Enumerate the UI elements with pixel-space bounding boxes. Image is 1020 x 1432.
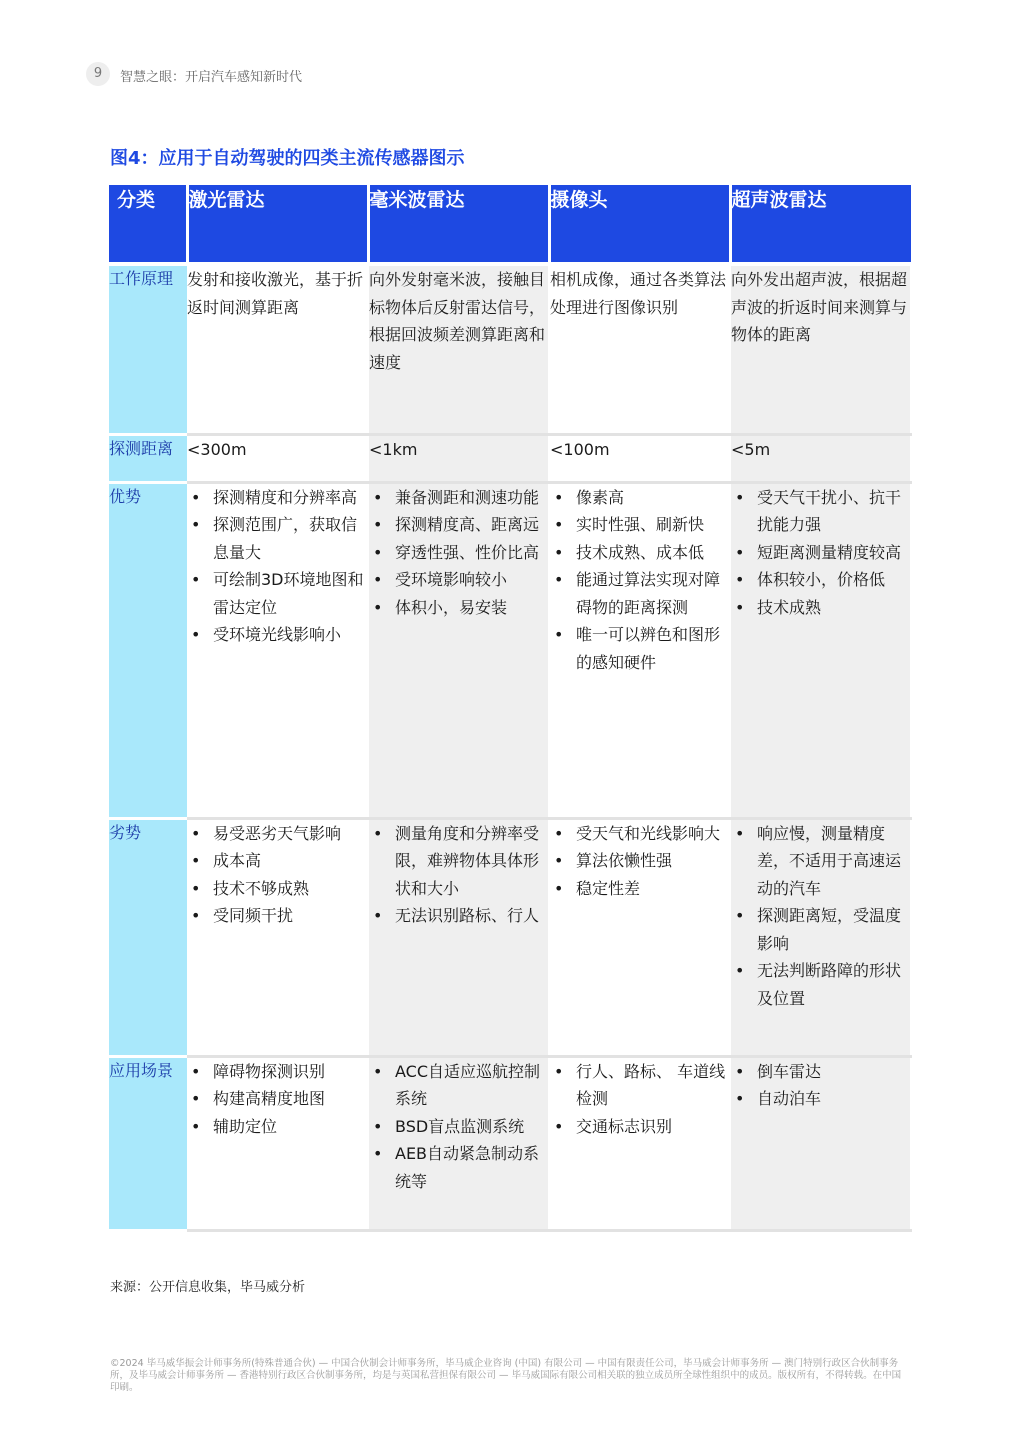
- header-camera: 摄像头: [549, 185, 730, 264]
- cell-ultrasonic-radar: [730, 482, 911, 818]
- list-item: • 行人、路标、 车道线检测: [550, 1058, 729, 1113]
- cell-ultrasonic-radar: [730, 1056, 911, 1230]
- cell-lidar: [187, 482, 368, 818]
- bullet-list: [369, 820, 548, 930]
- cell-mmwave-radar: [368, 264, 549, 434]
- list-item: • 短距离测量精度较高: [731, 539, 910, 567]
- list-item: • 探测范围广，获取信息量大: [187, 511, 367, 566]
- cell-camera: [549, 434, 730, 482]
- sensor-comparison-table: [109, 185, 912, 1232]
- cell-camera: [549, 818, 730, 1056]
- cell-camera: [549, 482, 730, 818]
- list-item: • 像素高: [550, 484, 729, 512]
- list-item: • 唯一可以辨色和图形的感知硬件: [550, 621, 729, 676]
- list-item: • 探测精度高、距离远: [369, 511, 548, 539]
- bullet-list: [550, 820, 729, 903]
- list-item: • 测量角度和分辨率受限，难辨物体具体形状和大小: [369, 820, 548, 903]
- list-item: • 受环境影响较小: [369, 566, 548, 594]
- list-item: • 穿透性强、性价比高: [369, 539, 548, 567]
- list-item: • 探测精度和分辨率高: [187, 484, 367, 512]
- list-item: • 辅助定位: [187, 1113, 367, 1141]
- list-item: • 实时性强、刷新快: [550, 511, 729, 539]
- list-item: • 响应慢，测量精度差，不适用于高速运动的汽车: [731, 820, 910, 903]
- bullet-list: [731, 820, 910, 1013]
- list-item: • 兼备测距和测速功能: [369, 484, 548, 512]
- cell-text: <100m: [550, 439, 610, 459]
- row-label: 探测距离: [109, 434, 187, 482]
- list-item: • 自动泊车: [731, 1085, 910, 1113]
- list-item: • 倒车雷达: [731, 1058, 910, 1086]
- list-item: • 算法依懒性强: [550, 847, 729, 875]
- cell-text: <1km: [369, 439, 418, 459]
- cell-text: <5m: [731, 439, 771, 459]
- cell-camera: [549, 264, 730, 434]
- row-label: 应用场景: [109, 1056, 187, 1230]
- page-number: 9: [86, 62, 110, 86]
- list-item: • 受天气干扰小、抗干扰能力强: [731, 484, 910, 539]
- table-header-row: [109, 185, 911, 264]
- bullet-list: [731, 484, 910, 622]
- row-detection-range: [109, 434, 911, 482]
- list-item: • ACC自适应巡航控制系统: [369, 1058, 548, 1113]
- list-item: • 无法识别路标、行人: [369, 902, 548, 930]
- list-item: • 技术成熟、成本低: [550, 539, 729, 567]
- row-label: 优势: [109, 482, 187, 818]
- row-label: 劣势: [109, 818, 187, 1056]
- list-item: • 无法判断路障的形状及位置: [731, 957, 910, 1012]
- cell-lidar: [187, 264, 368, 434]
- cell-ultrasonic-radar: [730, 434, 911, 482]
- bullet-list: [369, 484, 548, 622]
- list-item: • 受天气和光线影响大: [550, 820, 729, 848]
- cell-camera: [549, 1056, 730, 1230]
- list-item: • 易受恶劣天气影响: [187, 820, 367, 848]
- bullet-list: [369, 1058, 548, 1196]
- bullet-list: [187, 1058, 367, 1141]
- list-item: • 能通过算法实现对障碍物的距离探测: [550, 566, 729, 621]
- figure-title: 图4：应用于自动驾驶的四类主流传感器图示: [110, 148, 465, 169]
- copyright-footer: ©2024 毕马威华振会计师事务所(特殊普通合伙) — 中国合伙制会计师事务所，毕马威企业咨询 (中国) 有限公司 — 中国有限责任公司，毕马威会计师事务所 — 澳门特别行政区合伙制事务所，及毕马威会计师事务所 — 香港特别行政区合伙制事务所，均是与英国私营担保有限公司 — 毕马威国际有限公司相关联的独立成员所全球性组织中的成员。版权所有，不得转载。在中国印刷。: [110, 1358, 902, 1393]
- row-disadvantages: [109, 818, 911, 1056]
- running-header-title: 智慧之眼：开启汽车感知新时代: [120, 70, 303, 85]
- cell-mmwave-radar: [368, 1056, 549, 1230]
- cell-mmwave-radar: [368, 434, 549, 482]
- list-item: • 交通标志识别: [550, 1113, 729, 1141]
- list-item: • 构建高精度地图: [187, 1085, 367, 1113]
- list-item: • 体积较小，价格低: [731, 566, 910, 594]
- cell-text: 向外发出超声波，根据超声波的折返时间来测算与物体的距离: [731, 270, 908, 344]
- list-item: • 受同频干扰: [187, 902, 367, 930]
- bullet-list: [550, 484, 729, 677]
- row-advantages: [109, 482, 911, 818]
- header-category: 分类: [109, 185, 187, 264]
- header-mmwave-radar: 毫米波雷达: [368, 185, 549, 264]
- list-item: • 可绘制3D环境地图和雷达定位: [187, 566, 367, 621]
- list-item: • 成本高: [187, 847, 367, 875]
- cell-lidar: [187, 818, 368, 1056]
- list-item: • 技术成熟: [731, 594, 910, 622]
- header-ultrasonic-radar: 超声波雷达: [730, 185, 911, 264]
- list-item: • BSD盲点监测系统: [369, 1113, 548, 1141]
- cell-lidar: [187, 1056, 368, 1230]
- cell-mmwave-radar: [368, 482, 549, 818]
- cell-text: 相机成像，通过各类算法处理进行图像识别: [550, 270, 727, 317]
- cell-ultrasonic-radar: [730, 818, 911, 1056]
- cell-ultrasonic-radar: [730, 264, 911, 434]
- list-item: • 稳定性差: [550, 875, 729, 903]
- list-item: • 体积小，易安装: [369, 594, 548, 622]
- cell-text: <300m: [187, 439, 247, 459]
- bullet-list: [550, 1058, 729, 1141]
- cell-lidar: [187, 434, 368, 482]
- row-label: 工作原理: [109, 264, 187, 434]
- list-item: • 探测距离短，受温度影响: [731, 902, 910, 957]
- cell-mmwave-radar: [368, 818, 549, 1056]
- bullet-list: [187, 484, 367, 649]
- list-item: • 技术不够成熟: [187, 875, 367, 903]
- list-item: • AEB自动紧急制动系统等: [369, 1140, 548, 1195]
- list-item: • 障碍物探测识别: [187, 1058, 367, 1086]
- header-lidar: 激光雷达: [187, 185, 368, 264]
- cell-text: 发射和接收激光，基于折返时间测算距离: [187, 270, 364, 317]
- bullet-list: [731, 1058, 910, 1113]
- bullet-list: [187, 820, 367, 930]
- row-applications: [109, 1056, 911, 1230]
- cell-text: 向外发射毫米波，接触目标物体后反射雷达信号，根据回波频差测算距离和速度: [369, 270, 546, 372]
- row-working-principle: [109, 264, 911, 434]
- list-item: • 受环境光线影响小: [187, 621, 367, 649]
- source-note: 来源：公开信息收集，毕马威分析: [110, 1280, 306, 1295]
